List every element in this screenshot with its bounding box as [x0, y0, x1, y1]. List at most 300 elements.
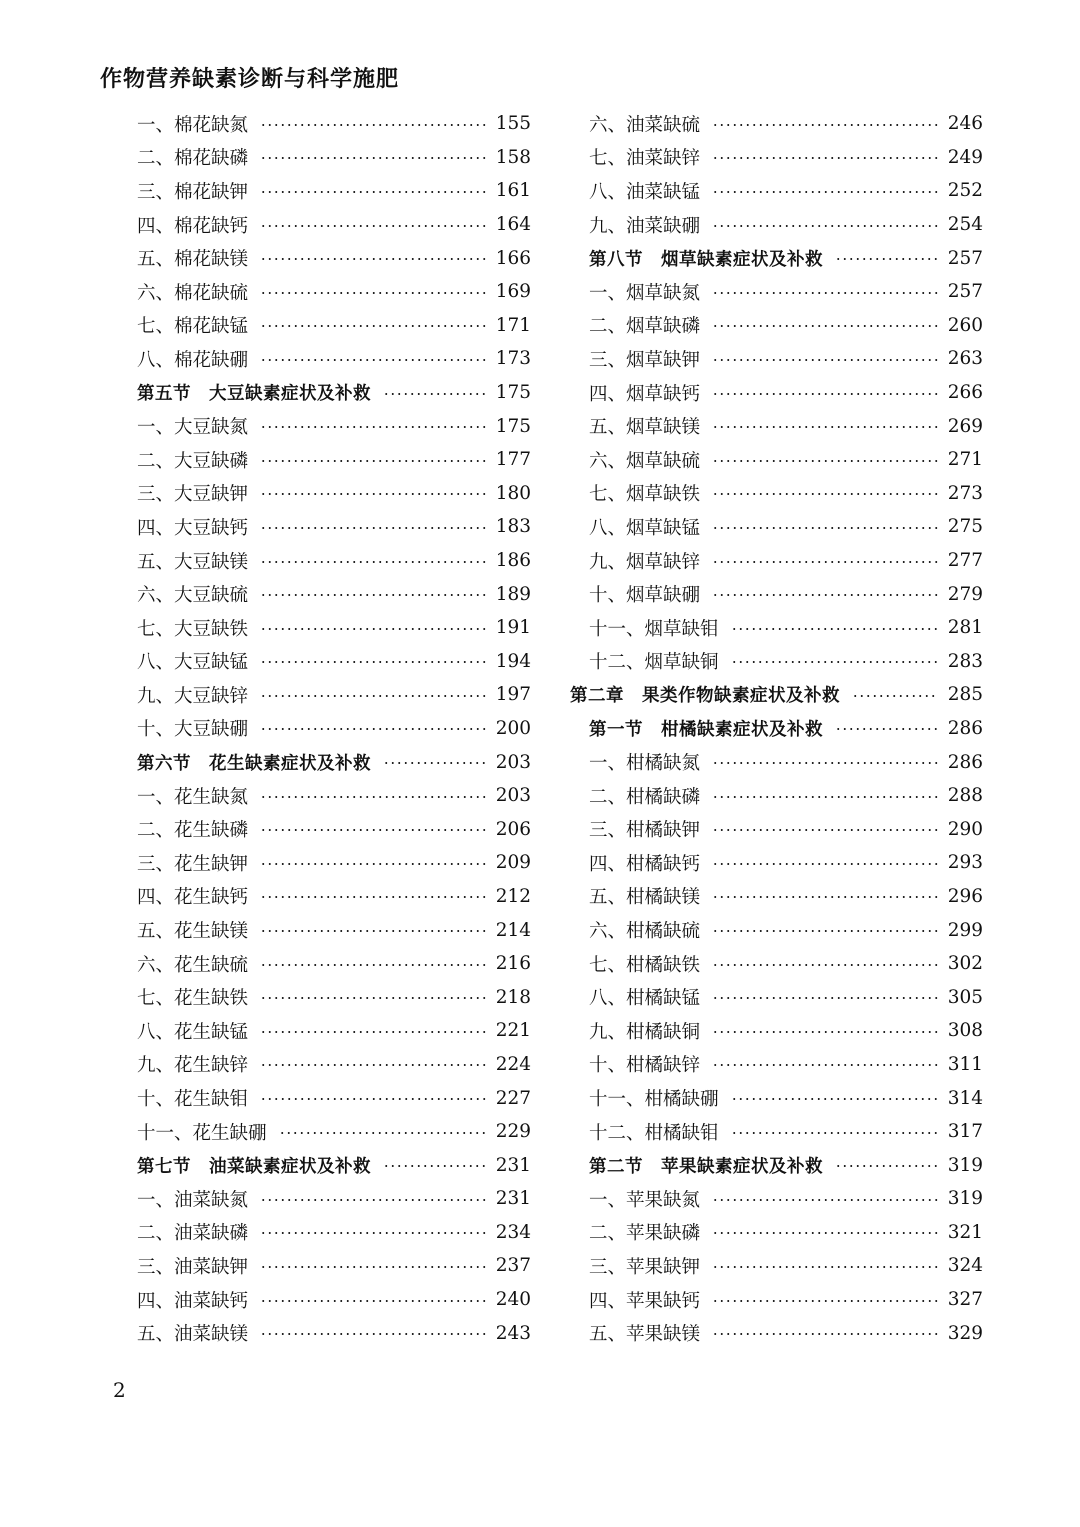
toc-entry-label: 十、花生缺钼 [137, 1089, 249, 1111]
dot-leader [731, 628, 938, 630]
toc-entry-page: 189 [495, 583, 531, 605]
toc-entry-label: 三、柑橘缺钾 [589, 820, 701, 842]
toc-item-entry [137, 947, 531, 981]
toc-entry-label: 第八节 烟草缺素症状及补救 [589, 249, 823, 270]
toc-entry-label: 八、柑橘缺锰 [589, 988, 701, 1010]
toc-entry-page: 206 [495, 818, 531, 840]
toc-entry-page: 243 [495, 1322, 531, 1344]
toc-entry-page: 203 [495, 785, 531, 807]
dot-leader [712, 930, 938, 932]
toc-entry-page: 285 [947, 684, 983, 706]
dot-leader [260, 1098, 486, 1100]
toc-entry-page: 283 [947, 650, 983, 672]
toc-item-entry [137, 241, 531, 275]
toc-entry-page: 319 [947, 1188, 983, 1210]
toc-entry-page: 177 [495, 449, 531, 471]
toc-entry-page: 169 [495, 281, 531, 303]
dot-leader [260, 796, 486, 798]
toc-entry-page: 288 [947, 785, 983, 807]
toc-item-entry [589, 107, 983, 141]
dot-leader [260, 1266, 486, 1268]
toc-entry-page: 327 [947, 1289, 983, 1311]
dot-leader [712, 896, 938, 898]
dot-leader [835, 728, 938, 730]
dot-leader [260, 359, 486, 361]
toc-entry-page: 224 [495, 1053, 531, 1075]
toc-item-entry [589, 745, 983, 779]
toc-entry-label: 十一、花生缺硼 [137, 1122, 267, 1144]
toc-item-entry [137, 141, 531, 175]
toc-entry-page: 191 [495, 617, 531, 639]
dot-leader [712, 393, 938, 395]
toc-item-entry [589, 1115, 983, 1149]
dot-leader [260, 292, 486, 294]
dot-leader [383, 393, 486, 395]
toc-entry-page: 186 [495, 550, 531, 572]
toc-section-entry [137, 1148, 531, 1182]
toc-entry-page: 257 [947, 247, 983, 269]
toc-entry-label: 一、花生缺氮 [137, 786, 249, 808]
toc-entry-page: 155 [495, 113, 531, 135]
running-header: 作物营养缺素诊断与科学施肥 [100, 67, 400, 92]
toc-entry-label: 八、花生缺锰 [137, 1021, 249, 1043]
dot-leader [260, 997, 486, 999]
toc-entry-label: 十、柑橘缺锌 [589, 1055, 701, 1077]
toc-entry-page: 216 [495, 953, 531, 975]
dot-leader [712, 796, 938, 798]
toc-entry-page: 296 [947, 885, 983, 907]
toc-entry-page: 257 [947, 281, 983, 303]
toc-entry-label: 十二、烟草缺铜 [589, 652, 719, 674]
toc-entry-page: 203 [495, 751, 531, 773]
toc-entry-label: 一、烟草缺氮 [589, 282, 701, 304]
toc-entry-page: 183 [495, 516, 531, 538]
toc-item-entry [589, 779, 983, 813]
toc-entry-label: 三、棉花缺钾 [137, 181, 249, 203]
toc-entry-label: 四、大豆缺钙 [137, 517, 249, 539]
toc-item-entry [137, 409, 531, 443]
toc-entry-page: 321 [947, 1221, 983, 1243]
toc-entry-label: 四、油菜缺钙 [137, 1290, 249, 1312]
dot-leader [712, 561, 938, 563]
dot-leader [712, 964, 938, 966]
toc-item-entry [589, 1081, 983, 1115]
toc-entry-label: 二、大豆缺磷 [137, 450, 249, 472]
toc-entry-page: 229 [495, 1121, 531, 1143]
toc-item-entry [589, 141, 983, 175]
dot-leader [712, 1031, 938, 1033]
dot-leader [260, 594, 486, 596]
dot-leader [260, 1031, 486, 1033]
toc-entry-label: 九、柑橘缺铜 [589, 1021, 701, 1043]
toc-entry-page: 314 [947, 1087, 983, 1109]
toc-entry-label: 八、大豆缺锰 [137, 652, 249, 674]
toc-item-entry [137, 275, 531, 309]
dot-leader [260, 896, 486, 898]
toc-entry-label: 二、柑橘缺磷 [589, 786, 701, 808]
toc-item-entry [589, 577, 983, 611]
toc-item-entry [589, 812, 983, 846]
toc-section-entry [589, 241, 983, 275]
toc-item-entry [589, 1048, 983, 1082]
dot-leader [712, 359, 938, 361]
toc-entry-label: 五、花生缺镁 [137, 921, 249, 943]
toc-section-entry [589, 712, 983, 746]
dot-leader [835, 258, 938, 260]
toc-entry-label: 十二、柑橘缺钼 [589, 1122, 719, 1144]
toc-entry-page: 254 [947, 214, 983, 236]
toc-entry-page: 164 [495, 214, 531, 236]
toc-entry-label: 十一、烟草缺钼 [589, 618, 719, 640]
dot-leader [712, 997, 938, 999]
toc-item-entry [137, 812, 531, 846]
dot-leader [712, 1199, 938, 1201]
toc-entry-page: 271 [947, 449, 983, 471]
toc-item-entry [589, 544, 983, 578]
toc-entry-label: 三、油菜缺钾 [137, 1256, 249, 1278]
toc-item-entry [137, 208, 531, 242]
dot-leader [260, 695, 486, 697]
toc-entry-page: 158 [495, 146, 531, 168]
toc-item-entry [137, 510, 531, 544]
toc-entry-label: 七、花生缺铁 [137, 988, 249, 1010]
toc-entry-label: 二、棉花缺磷 [137, 148, 249, 170]
toc-item-entry [589, 174, 983, 208]
toc-item-entry [137, 913, 531, 947]
toc-entry-label: 五、棉花缺镁 [137, 249, 249, 271]
toc-entry-page: 277 [947, 550, 983, 572]
toc-entry-page: 161 [495, 180, 531, 202]
toc-entry-label: 四、棉花缺钙 [137, 215, 249, 237]
toc-item-entry [589, 947, 983, 981]
toc-entry-page: 214 [495, 919, 531, 941]
toc-section-entry [137, 745, 531, 779]
toc-item-entry [137, 443, 531, 477]
toc-entry-page: 317 [947, 1121, 983, 1143]
toc-entry-page: 319 [947, 1154, 983, 1176]
toc-item-entry [137, 1081, 531, 1115]
toc-entry-label: 二、烟草缺磷 [589, 316, 701, 338]
dot-leader [260, 561, 486, 563]
dot-leader [712, 426, 938, 428]
dot-leader [260, 157, 486, 159]
dot-leader [712, 225, 938, 227]
dot-leader [260, 930, 486, 932]
toc-item-entry [589, 208, 983, 242]
toc-entry-page: 266 [947, 382, 983, 404]
toc-item-entry [589, 1182, 983, 1216]
dot-leader [260, 493, 486, 495]
toc-item-entry [589, 913, 983, 947]
toc-entry-label: 六、大豆缺硫 [137, 585, 249, 607]
toc-entry-label: 一、油菜缺氮 [137, 1189, 249, 1211]
dot-leader [260, 325, 486, 327]
toc-entry-label: 第六节 花生缺素症状及补救 [137, 753, 371, 774]
toc-item-entry [137, 1048, 531, 1082]
dot-leader [383, 1165, 486, 1167]
dot-leader [279, 1132, 486, 1134]
dot-leader [731, 661, 938, 663]
toc-entry-page: 249 [947, 146, 983, 168]
toc-entry-label: 一、棉花缺氮 [137, 114, 249, 136]
toc-entry-label: 六、棉花缺硫 [137, 282, 249, 304]
toc-entry-page: 302 [947, 953, 983, 975]
dot-leader [712, 1300, 938, 1302]
toc-entry-label: 三、苹果缺钾 [589, 1256, 701, 1278]
dot-leader [260, 1333, 486, 1335]
toc-entry-label: 第五节 大豆缺素症状及补救 [137, 384, 371, 405]
dot-leader [260, 728, 486, 730]
dot-leader [260, 460, 486, 462]
dot-leader [712, 762, 938, 764]
toc-entry-label: 二、苹果缺磷 [589, 1223, 701, 1245]
dot-leader [712, 527, 938, 529]
toc-item-entry [137, 1249, 531, 1283]
toc-entry-label: 三、花生缺钾 [137, 853, 249, 875]
toc-item-entry [589, 1249, 983, 1283]
toc-entry-label: 九、花生缺锌 [137, 1055, 249, 1077]
dot-leader [712, 829, 938, 831]
toc-item-entry [589, 443, 983, 477]
toc-entry-label: 第二章 果类作物缺素症状及补救 [570, 686, 840, 707]
toc-entry-label: 九、大豆缺锌 [137, 685, 249, 707]
toc-entry-page: 305 [947, 986, 983, 1008]
dot-leader [260, 124, 486, 126]
toc-entry-label: 一、柑橘缺氮 [589, 753, 701, 775]
toc-entry-page: 311 [947, 1053, 983, 1075]
toc-item-entry [589, 342, 983, 376]
toc-entry-label: 十一、柑橘缺硼 [589, 1089, 719, 1111]
toc-entry-page: 171 [495, 314, 531, 336]
toc-entry-label: 六、柑橘缺硫 [589, 921, 701, 943]
dot-leader [712, 1064, 938, 1066]
dot-leader [712, 1333, 938, 1335]
toc-entry-page: 329 [947, 1322, 983, 1344]
toc-entry-page: 263 [947, 348, 983, 370]
dot-leader [260, 1232, 486, 1234]
toc-section-entry [589, 1148, 983, 1182]
toc-entry-label: 六、花生缺硫 [137, 954, 249, 976]
toc-item-entry [137, 779, 531, 813]
toc-entry-label: 七、柑橘缺铁 [589, 954, 701, 976]
toc-item-entry [589, 980, 983, 1014]
dot-leader [712, 191, 938, 193]
toc-entry-label: 三、大豆缺钾 [137, 484, 249, 506]
dot-leader [260, 426, 486, 428]
toc-item-entry [137, 577, 531, 611]
toc-item-entry [137, 1182, 531, 1216]
toc-entry-page: 227 [495, 1087, 531, 1109]
dot-leader [260, 191, 486, 193]
toc-item-entry [589, 309, 983, 343]
toc-entry-label: 一、大豆缺氮 [137, 417, 249, 439]
toc-item-entry [589, 645, 983, 679]
toc-entry-label: 二、油菜缺磷 [137, 1223, 249, 1245]
dot-leader [712, 1266, 938, 1268]
toc-column-left [137, 107, 531, 1350]
toc-item-entry [137, 1216, 531, 1250]
toc-item-entry [137, 1014, 531, 1048]
dot-leader [383, 762, 486, 764]
toc-entry-page: 212 [495, 885, 531, 907]
toc-item-entry [137, 880, 531, 914]
toc-column-right [570, 107, 983, 1350]
toc-entry-label: 五、苹果缺镁 [589, 1324, 701, 1346]
toc-item-entry [137, 678, 531, 712]
dot-leader [260, 1300, 486, 1302]
toc-entry-page: 173 [495, 348, 531, 370]
toc-entry-page: 260 [947, 314, 983, 336]
toc-entry-label: 二、花生缺磷 [137, 820, 249, 842]
toc-entry-page: 281 [947, 617, 983, 639]
toc-entry-label: 十、烟草缺硼 [589, 585, 701, 607]
toc-entry-label: 第一节 柑橘缺素症状及补救 [589, 719, 823, 740]
toc-entry-page: 308 [947, 1020, 983, 1042]
toc-item-entry [137, 1115, 531, 1149]
toc-entry-page: 293 [947, 852, 983, 874]
toc-item-entry [137, 712, 531, 746]
toc-item-entry [589, 611, 983, 645]
toc-entry-page: 175 [495, 382, 531, 404]
dot-leader [260, 964, 486, 966]
toc-entry-label: 六、烟草缺硫 [589, 450, 701, 472]
dot-leader [260, 628, 486, 630]
toc-item-entry [589, 1014, 983, 1048]
toc-entry-label: 十、大豆缺硼 [137, 719, 249, 741]
toc-entry-label: 第七节 油菜缺素症状及补救 [137, 1156, 371, 1177]
toc-entry-label: 第二节 苹果缺素症状及补救 [589, 1156, 823, 1177]
toc-entry-label: 九、烟草缺锌 [589, 551, 701, 573]
toc-item-entry [589, 477, 983, 511]
toc-entry-label: 五、大豆缺镁 [137, 551, 249, 573]
dot-leader [260, 829, 486, 831]
toc-item-entry [137, 1316, 531, 1350]
toc-entry-page: 175 [495, 415, 531, 437]
toc-item-entry [137, 107, 531, 141]
toc-entry-label: 八、油菜缺锰 [589, 181, 701, 203]
dot-leader [835, 1165, 938, 1167]
toc-entry-page: 234 [495, 1221, 531, 1243]
toc-item-entry [137, 846, 531, 880]
dot-leader [260, 1199, 486, 1201]
dot-leader [260, 527, 486, 529]
toc-entry-label: 八、棉花缺硼 [137, 349, 249, 371]
toc-entry-page: 197 [495, 684, 531, 706]
toc-item-entry [589, 510, 983, 544]
dot-leader [260, 225, 486, 227]
toc-entry-page: 166 [495, 247, 531, 269]
toc-entry-page: 246 [947, 113, 983, 135]
toc-entry-label: 四、苹果缺钙 [589, 1290, 701, 1312]
toc-item-entry [137, 544, 531, 578]
toc-item-entry [137, 1283, 531, 1317]
toc-item-entry [589, 846, 983, 880]
toc-item-entry [589, 275, 983, 309]
toc-entry-label: 七、大豆缺铁 [137, 618, 249, 640]
toc-item-entry [137, 645, 531, 679]
toc-item-entry [137, 342, 531, 376]
dot-leader [712, 1232, 938, 1234]
toc-entry-page: 218 [495, 986, 531, 1008]
toc-entry-page: 273 [947, 482, 983, 504]
toc-entry-label: 四、花生缺钙 [137, 887, 249, 909]
toc-entry-page: 299 [947, 919, 983, 941]
toc-entry-label: 一、苹果缺氮 [589, 1189, 701, 1211]
dot-leader [731, 1098, 938, 1100]
toc-entry-page: 200 [495, 717, 531, 739]
dot-leader [852, 695, 938, 697]
toc-entry-page: 290 [947, 818, 983, 840]
toc-entry-page: 275 [947, 516, 983, 538]
dot-leader [712, 292, 938, 294]
dot-leader [260, 258, 486, 260]
dot-leader [731, 1132, 938, 1134]
toc-entry-page: 324 [947, 1255, 983, 1277]
toc-item-entry [137, 309, 531, 343]
toc-entry-page: 209 [495, 852, 531, 874]
toc-entry-label: 八、烟草缺锰 [589, 517, 701, 539]
toc-chapter-entry [570, 678, 983, 712]
toc-entry-label: 七、油菜缺锌 [589, 148, 701, 170]
toc-entry-page: 221 [495, 1020, 531, 1042]
toc-item-entry [137, 477, 531, 511]
dot-leader [712, 863, 938, 865]
toc-entry-label: 六、油菜缺硫 [589, 114, 701, 136]
dot-leader [712, 325, 938, 327]
toc-item-entry [589, 1283, 983, 1317]
page-number: 2 [113, 1378, 126, 1402]
dot-leader [712, 594, 938, 596]
dot-leader [712, 157, 938, 159]
toc-entry-page: 252 [947, 180, 983, 202]
toc-entry-label: 九、油菜缺硼 [589, 215, 701, 237]
toc-entry-page: 237 [495, 1255, 531, 1277]
toc-section-entry [137, 376, 531, 410]
toc-item-entry [589, 1316, 983, 1350]
toc-entry-label: 三、烟草缺钾 [589, 349, 701, 371]
dot-leader [712, 460, 938, 462]
toc-entry-page: 240 [495, 1289, 531, 1311]
toc-entry-page: 194 [495, 650, 531, 672]
toc-entry-page: 269 [947, 415, 983, 437]
toc-item-entry [137, 980, 531, 1014]
dot-leader [260, 1064, 486, 1066]
dot-leader [260, 661, 486, 663]
toc-item-entry [589, 1216, 983, 1250]
dot-leader [260, 863, 486, 865]
toc-entry-page: 286 [947, 751, 983, 773]
toc-item-entry [589, 880, 983, 914]
toc-item-entry [137, 611, 531, 645]
toc-entry-page: 286 [947, 717, 983, 739]
toc-entry-page: 231 [495, 1154, 531, 1176]
toc-entry-page: 231 [495, 1188, 531, 1210]
toc-entry-label: 四、柑橘缺钙 [589, 853, 701, 875]
dot-leader [712, 124, 938, 126]
toc-entry-page: 279 [947, 583, 983, 605]
toc-entry-page: 180 [495, 482, 531, 504]
toc-entry-label: 四、烟草缺钙 [589, 383, 701, 405]
dot-leader [712, 493, 938, 495]
toc-item-entry [137, 174, 531, 208]
toc-entry-label: 五、烟草缺镁 [589, 417, 701, 439]
toc-item-entry [589, 376, 983, 410]
toc-entry-label: 七、棉花缺锰 [137, 316, 249, 338]
toc-entry-label: 七、烟草缺铁 [589, 484, 701, 506]
toc-entry-label: 五、油菜缺镁 [137, 1324, 249, 1346]
toc-entry-label: 五、柑橘缺镁 [589, 887, 701, 909]
toc-item-entry [589, 409, 983, 443]
